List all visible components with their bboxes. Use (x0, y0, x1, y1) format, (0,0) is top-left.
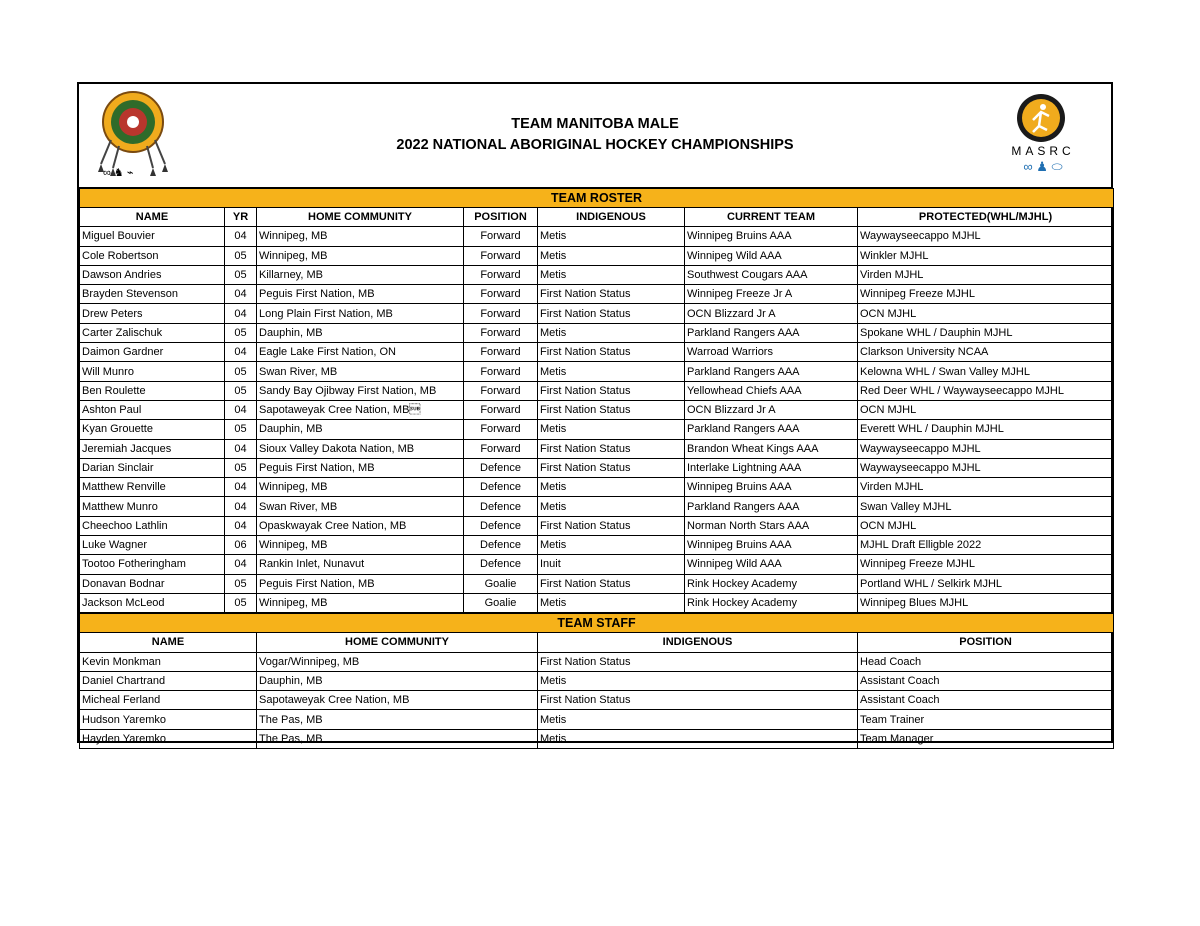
roster-cell-position: Defence (464, 478, 538, 497)
roster-cell-protected: OCN MJHL (858, 400, 1114, 419)
roster-cell-yr: 05 (225, 246, 257, 265)
roster-cell-name: Cole Robertson (80, 246, 225, 265)
roster-cell-indigenous: Metis (538, 265, 685, 284)
roster-cell-yr: 05 (225, 574, 257, 593)
roster-cell-protected: Clarkson University NCAA (858, 343, 1114, 362)
roster-cell-name: Jackson McLeod (80, 593, 225, 612)
roster-cell-home-community: Killarney, MB (257, 265, 464, 284)
staff-cell-home-community: The Pas, MB (257, 729, 538, 748)
roster-cell-current-team: Winnipeg Bruins AAA (685, 227, 858, 246)
staff-cell-home-community: Sapotaweyak Cree Nation, MB (257, 691, 538, 710)
roster-cell-name: Luke Wagner (80, 536, 225, 555)
crest-symbols: ∞ ♞ ⌁ (103, 167, 134, 179)
roster-cell-protected: Waywayseecappo MJHL (858, 458, 1114, 477)
staff-header-home-community: HOME COMMUNITY (257, 633, 538, 652)
roster-cell-protected: MJHL Draft Elligble 2022 (858, 536, 1114, 555)
masrc-logo-symbols: ∞ ♟ ⬭ (1023, 159, 1063, 174)
roster-cell-home-community: Winnipeg, MB (257, 478, 464, 497)
roster-row (80, 323, 1114, 342)
roster-cell-indigenous: First Nation Status (538, 381, 685, 400)
roster-cell-position: Defence (464, 516, 538, 535)
roster-row (80, 227, 1114, 246)
roster-document (77, 82, 1113, 743)
roster-cell-current-team: Rink Hockey Academy (685, 574, 858, 593)
roster-cell-current-team: Southwest Cougars AAA (685, 265, 858, 284)
staff-row (80, 691, 1114, 710)
staff-cell-indigenous: Metis (538, 729, 858, 748)
roster-cell-name: Matthew Renville (80, 478, 225, 497)
roster-row (80, 574, 1114, 593)
roster-cell-name: Will Munro (80, 362, 225, 381)
roster-cell-home-community: Sapotaweyak Cree Nation, MB (257, 400, 464, 419)
roster-cell-home-community: Eagle Lake First Nation, ON (257, 343, 464, 362)
document-header (79, 84, 1111, 188)
roster-cell-home-community: Opaskwayak Cree Nation, MB (257, 516, 464, 535)
roster-cell-home-community: Winnipeg, MB (257, 593, 464, 612)
roster-cell-position: Forward (464, 285, 538, 304)
roster-cell-protected: Everett WHL / Dauphin MJHL (858, 420, 1114, 439)
roster-cell-position: Forward (464, 246, 538, 265)
roster-cell-indigenous: Metis (538, 497, 685, 516)
roster-cell-name: Dawson Andries (80, 265, 225, 284)
roster-cell-protected: Red Deer WHL / Waywayseecappo MJHL (858, 381, 1114, 400)
staff-header-row (80, 633, 1114, 652)
roster-row (80, 400, 1114, 419)
roster-row (80, 478, 1114, 497)
roster-cell-yr: 05 (225, 362, 257, 381)
roster-cell-indigenous: First Nation Status (538, 516, 685, 535)
roster-cell-home-community: Rankin Inlet, Nunavut (257, 555, 464, 574)
roster-cell-yr: 04 (225, 478, 257, 497)
roster-cell-yr: 05 (225, 458, 257, 477)
roster-cell-home-community: Winnipeg, MB (257, 227, 464, 246)
roster-cell-name: Donavan Bodnar (80, 574, 225, 593)
roster-cell-name: Ashton Paul (80, 400, 225, 419)
roster-cell-current-team: Yellowhead Chiefs AAA (685, 381, 858, 400)
roster-cell-home-community: Dauphin, MB (257, 323, 464, 342)
staff-header-indigenous: INDIGENOUS (538, 633, 858, 652)
roster-cell-home-community: Winnipeg, MB (257, 536, 464, 555)
title-line-1: TEAM MANITOBA MALE (511, 116, 679, 132)
staff-cell-home-community: The Pas, MB (257, 710, 538, 729)
roster-cell-position: Forward (464, 323, 538, 342)
masrc-logo-text: MASRC (1011, 144, 1075, 158)
roster-cell-yr: 05 (225, 381, 257, 400)
staff-cell-name: Daniel Chartrand (80, 671, 257, 690)
roster-row (80, 458, 1114, 477)
roster-cell-yr: 05 (225, 323, 257, 342)
roster-cell-position: Forward (464, 343, 538, 362)
staff-cell-indigenous: First Nation Status (538, 691, 858, 710)
roster-cell-home-community: Winnipeg, MB (257, 246, 464, 265)
roster-cell-position: Defence (464, 555, 538, 574)
roster-cell-position: Forward (464, 304, 538, 323)
roster-cell-yr: 04 (225, 439, 257, 458)
staff-cell-position: Team Manager (858, 729, 1114, 748)
roster-cell-yr: 05 (225, 265, 257, 284)
roster-header-position: POSITION (464, 208, 538, 227)
roster-cell-yr: 05 (225, 420, 257, 439)
roster-cell-indigenous: First Nation Status (538, 285, 685, 304)
roster-cell-current-team: Winnipeg Wild AAA (685, 246, 858, 265)
roster-cell-yr: 06 (225, 536, 257, 555)
roster-cell-home-community: Peguis First Nation, MB (257, 574, 464, 593)
roster-cell-indigenous: Metis (538, 246, 685, 265)
roster-cell-name: Matthew Munro (80, 497, 225, 516)
roster-cell-home-community: Sandy Bay Ojibway First Nation, MB (257, 381, 464, 400)
roster-row (80, 246, 1114, 265)
roster-cell-name: Brayden Stevenson (80, 285, 225, 304)
roster-row (80, 516, 1114, 535)
roster-cell-protected: Virden MJHL (858, 265, 1114, 284)
roster-row (80, 420, 1114, 439)
roster-cell-protected: Virden MJHL (858, 478, 1114, 497)
roster-cell-protected: Waywayseecappo MJHL (858, 439, 1114, 458)
roster-header-current-team: CURRENT TEAM (685, 208, 858, 227)
roster-row (80, 439, 1114, 458)
roster-header-indigenous: INDIGENOUS (538, 208, 685, 227)
roster-cell-name: Kyan Grouette (80, 420, 225, 439)
roster-row (80, 381, 1114, 400)
roster-cell-protected: OCN MJHL (858, 516, 1114, 535)
roster-cell-position: Forward (464, 400, 538, 419)
page-title (79, 114, 1111, 156)
staff-cell-indigenous: Metis (538, 671, 858, 690)
roster-cell-indigenous: Metis (538, 593, 685, 612)
roster-cell-protected: Winnipeg Freeze MJHL (858, 285, 1114, 304)
roster-cell-current-team: Parkland Rangers AAA (685, 323, 858, 342)
roster-cell-name: Darian Sinclair (80, 458, 225, 477)
roster-cell-position: Forward (464, 265, 538, 284)
roster-table (79, 188, 1114, 613)
roster-cell-home-community: Sioux Valley Dakota Nation, MB (257, 439, 464, 458)
roster-cell-indigenous: First Nation Status (538, 439, 685, 458)
roster-cell-current-team: Brandon Wheat Kings AAA (685, 439, 858, 458)
roster-cell-position: Goalie (464, 593, 538, 612)
roster-cell-current-team: Winnipeg Freeze Jr A (685, 285, 858, 304)
roster-cell-home-community: Peguis First Nation, MB (257, 285, 464, 304)
roster-header-yr: YR (225, 208, 257, 227)
roster-cell-yr: 04 (225, 400, 257, 419)
staff-cell-name: Hayden Yaremko (80, 729, 257, 748)
roster-header-name: NAME (80, 208, 225, 227)
roster-cell-current-team: Winnipeg Bruins AAA (685, 478, 858, 497)
roster-cell-yr: 04 (225, 516, 257, 535)
roster-cell-current-team: Interlake Lightning AAA (685, 458, 858, 477)
roster-cell-yr: 04 (225, 497, 257, 516)
staff-header-position: POSITION (858, 633, 1114, 652)
roster-cell-name: Ben Roulette (80, 381, 225, 400)
staff-header-name: NAME (80, 633, 257, 652)
roster-cell-indigenous: First Nation Status (538, 574, 685, 593)
staff-cell-name: Hudson Yaremko (80, 710, 257, 729)
roster-cell-yr: 04 (225, 304, 257, 323)
roster-cell-indigenous: Metis (538, 420, 685, 439)
roster-cell-name: Daimon Gardner (80, 343, 225, 362)
roster-row (80, 285, 1114, 304)
roster-row (80, 536, 1114, 555)
staff-cell-position: Team Trainer (858, 710, 1114, 729)
title-line-2: 2022 NATIONAL ABORIGINAL HOCKEY CHAMPIONSHIPS (396, 137, 794, 153)
roster-cell-home-community: Swan River, MB (257, 497, 464, 516)
roster-cell-protected: Portland WHL / Selkirk MJHL (858, 574, 1114, 593)
roster-cell-yr: 04 (225, 285, 257, 304)
roster-cell-position: Goalie (464, 574, 538, 593)
roster-cell-name: Jeremiah Jacques (80, 439, 225, 458)
roster-cell-indigenous: First Nation Status (538, 400, 685, 419)
roster-cell-home-community: Dauphin, MB (257, 420, 464, 439)
roster-cell-yr: 04 (225, 227, 257, 246)
roster-cell-yr: 04 (225, 343, 257, 362)
roster-cell-indigenous: First Nation Status (538, 458, 685, 477)
staff-row (80, 671, 1114, 690)
roster-cell-current-team: Norman North Stars AAA (685, 516, 858, 535)
roster-cell-current-team: Parkland Rangers AAA (685, 362, 858, 381)
roster-cell-indigenous: Metis (538, 536, 685, 555)
roster-cell-indigenous: Metis (538, 227, 685, 246)
roster-cell-current-team: Warroad Warriors (685, 343, 858, 362)
staff-row (80, 710, 1114, 729)
roster-header-row (80, 208, 1114, 227)
roster-cell-protected: Swan Valley MJHL (858, 497, 1114, 516)
roster-cell-yr: 04 (225, 555, 257, 574)
roster-cell-yr: 05 (225, 593, 257, 612)
roster-cell-name: Cheechoo Lathlin (80, 516, 225, 535)
roster-cell-indigenous: Metis (538, 323, 685, 342)
roster-cell-indigenous: Inuit (538, 555, 685, 574)
roster-cell-protected: Waywayseecappo MJHL (858, 227, 1114, 246)
staff-cell-indigenous: First Nation Status (538, 652, 858, 671)
masrc-logo (997, 92, 1089, 178)
roster-cell-protected: OCN MJHL (858, 304, 1114, 323)
roster-cell-current-team: Winnipeg Wild AAA (685, 555, 858, 574)
roster-cell-current-team: OCN Blizzard Jr A (685, 400, 858, 419)
roster-cell-indigenous: Metis (538, 362, 685, 381)
roster-row (80, 304, 1114, 323)
roster-cell-protected: Spokane WHL / Dauphin MJHL (858, 323, 1114, 342)
roster-cell-protected: Winnipeg Blues MJHL (858, 593, 1114, 612)
staff-row (80, 652, 1114, 671)
roster-cell-position: Forward (464, 420, 538, 439)
roster-cell-position: Defence (464, 497, 538, 516)
roster-cell-current-team: Winnipeg Bruins AAA (685, 536, 858, 555)
roster-cell-current-team: Rink Hockey Academy (685, 593, 858, 612)
roster-cell-position: Forward (464, 381, 538, 400)
staff-cell-home-community: Vogar/Winnipeg, MB (257, 652, 538, 671)
roster-cell-home-community: Long Plain First Nation, MB (257, 304, 464, 323)
roster-cell-position: Defence (464, 536, 538, 555)
roster-row (80, 555, 1114, 574)
roster-cell-name: Tootoo Fotheringham (80, 555, 225, 574)
team-roster-band: TEAM ROSTER (80, 189, 1114, 208)
roster-cell-current-team: Parkland Rangers AAA (685, 420, 858, 439)
roster-cell-position: Defence (464, 458, 538, 477)
roster-cell-protected: Winnipeg Freeze MJHL (858, 555, 1114, 574)
roster-cell-current-team: Parkland Rangers AAA (685, 497, 858, 516)
roster-cell-protected: Winkler MJHL (858, 246, 1114, 265)
staff-cell-position: Assistant Coach (858, 671, 1114, 690)
roster-row (80, 265, 1114, 284)
roster-cell-home-community: Swan River, MB (257, 362, 464, 381)
staff-cell-home-community: Dauphin, MB (257, 671, 538, 690)
roster-row (80, 343, 1114, 362)
roster-cell-current-team: OCN Blizzard Jr A (685, 304, 858, 323)
staff-cell-name: Kevin Monkman (80, 652, 257, 671)
roster-header-protected: PROTECTED(WHL/MJHL) (858, 208, 1114, 227)
staff-cell-position: Head Coach (858, 652, 1114, 671)
roster-cell-position: Forward (464, 439, 538, 458)
roster-header-home-community: HOME COMMUNITY (257, 208, 464, 227)
roster-cell-indigenous: Metis (538, 478, 685, 497)
roster-row (80, 497, 1114, 516)
staff-cell-indigenous: Metis (538, 710, 858, 729)
roster-cell-home-community: Peguis First Nation, MB (257, 458, 464, 477)
roster-cell-name: Miguel Bouvier (80, 227, 225, 246)
roster-cell-name: Drew Peters (80, 304, 225, 323)
roster-cell-position: Forward (464, 362, 538, 381)
team-staff-band: TEAM STAFF (80, 614, 1114, 633)
staff-cell-name: Micheal Ferland (80, 691, 257, 710)
roster-cell-name: Carter Zalischuk (80, 323, 225, 342)
roster-cell-indigenous: First Nation Status (538, 343, 685, 362)
staff-row (80, 729, 1114, 748)
staff-cell-position: Assistant Coach (858, 691, 1114, 710)
roster-cell-protected: Kelowna WHL / Swan Valley MJHL (858, 362, 1114, 381)
roster-cell-indigenous: First Nation Status (538, 304, 685, 323)
roster-row (80, 362, 1114, 381)
staff-table (79, 613, 1114, 749)
roster-row (80, 593, 1114, 612)
roster-cell-position: Forward (464, 227, 538, 246)
